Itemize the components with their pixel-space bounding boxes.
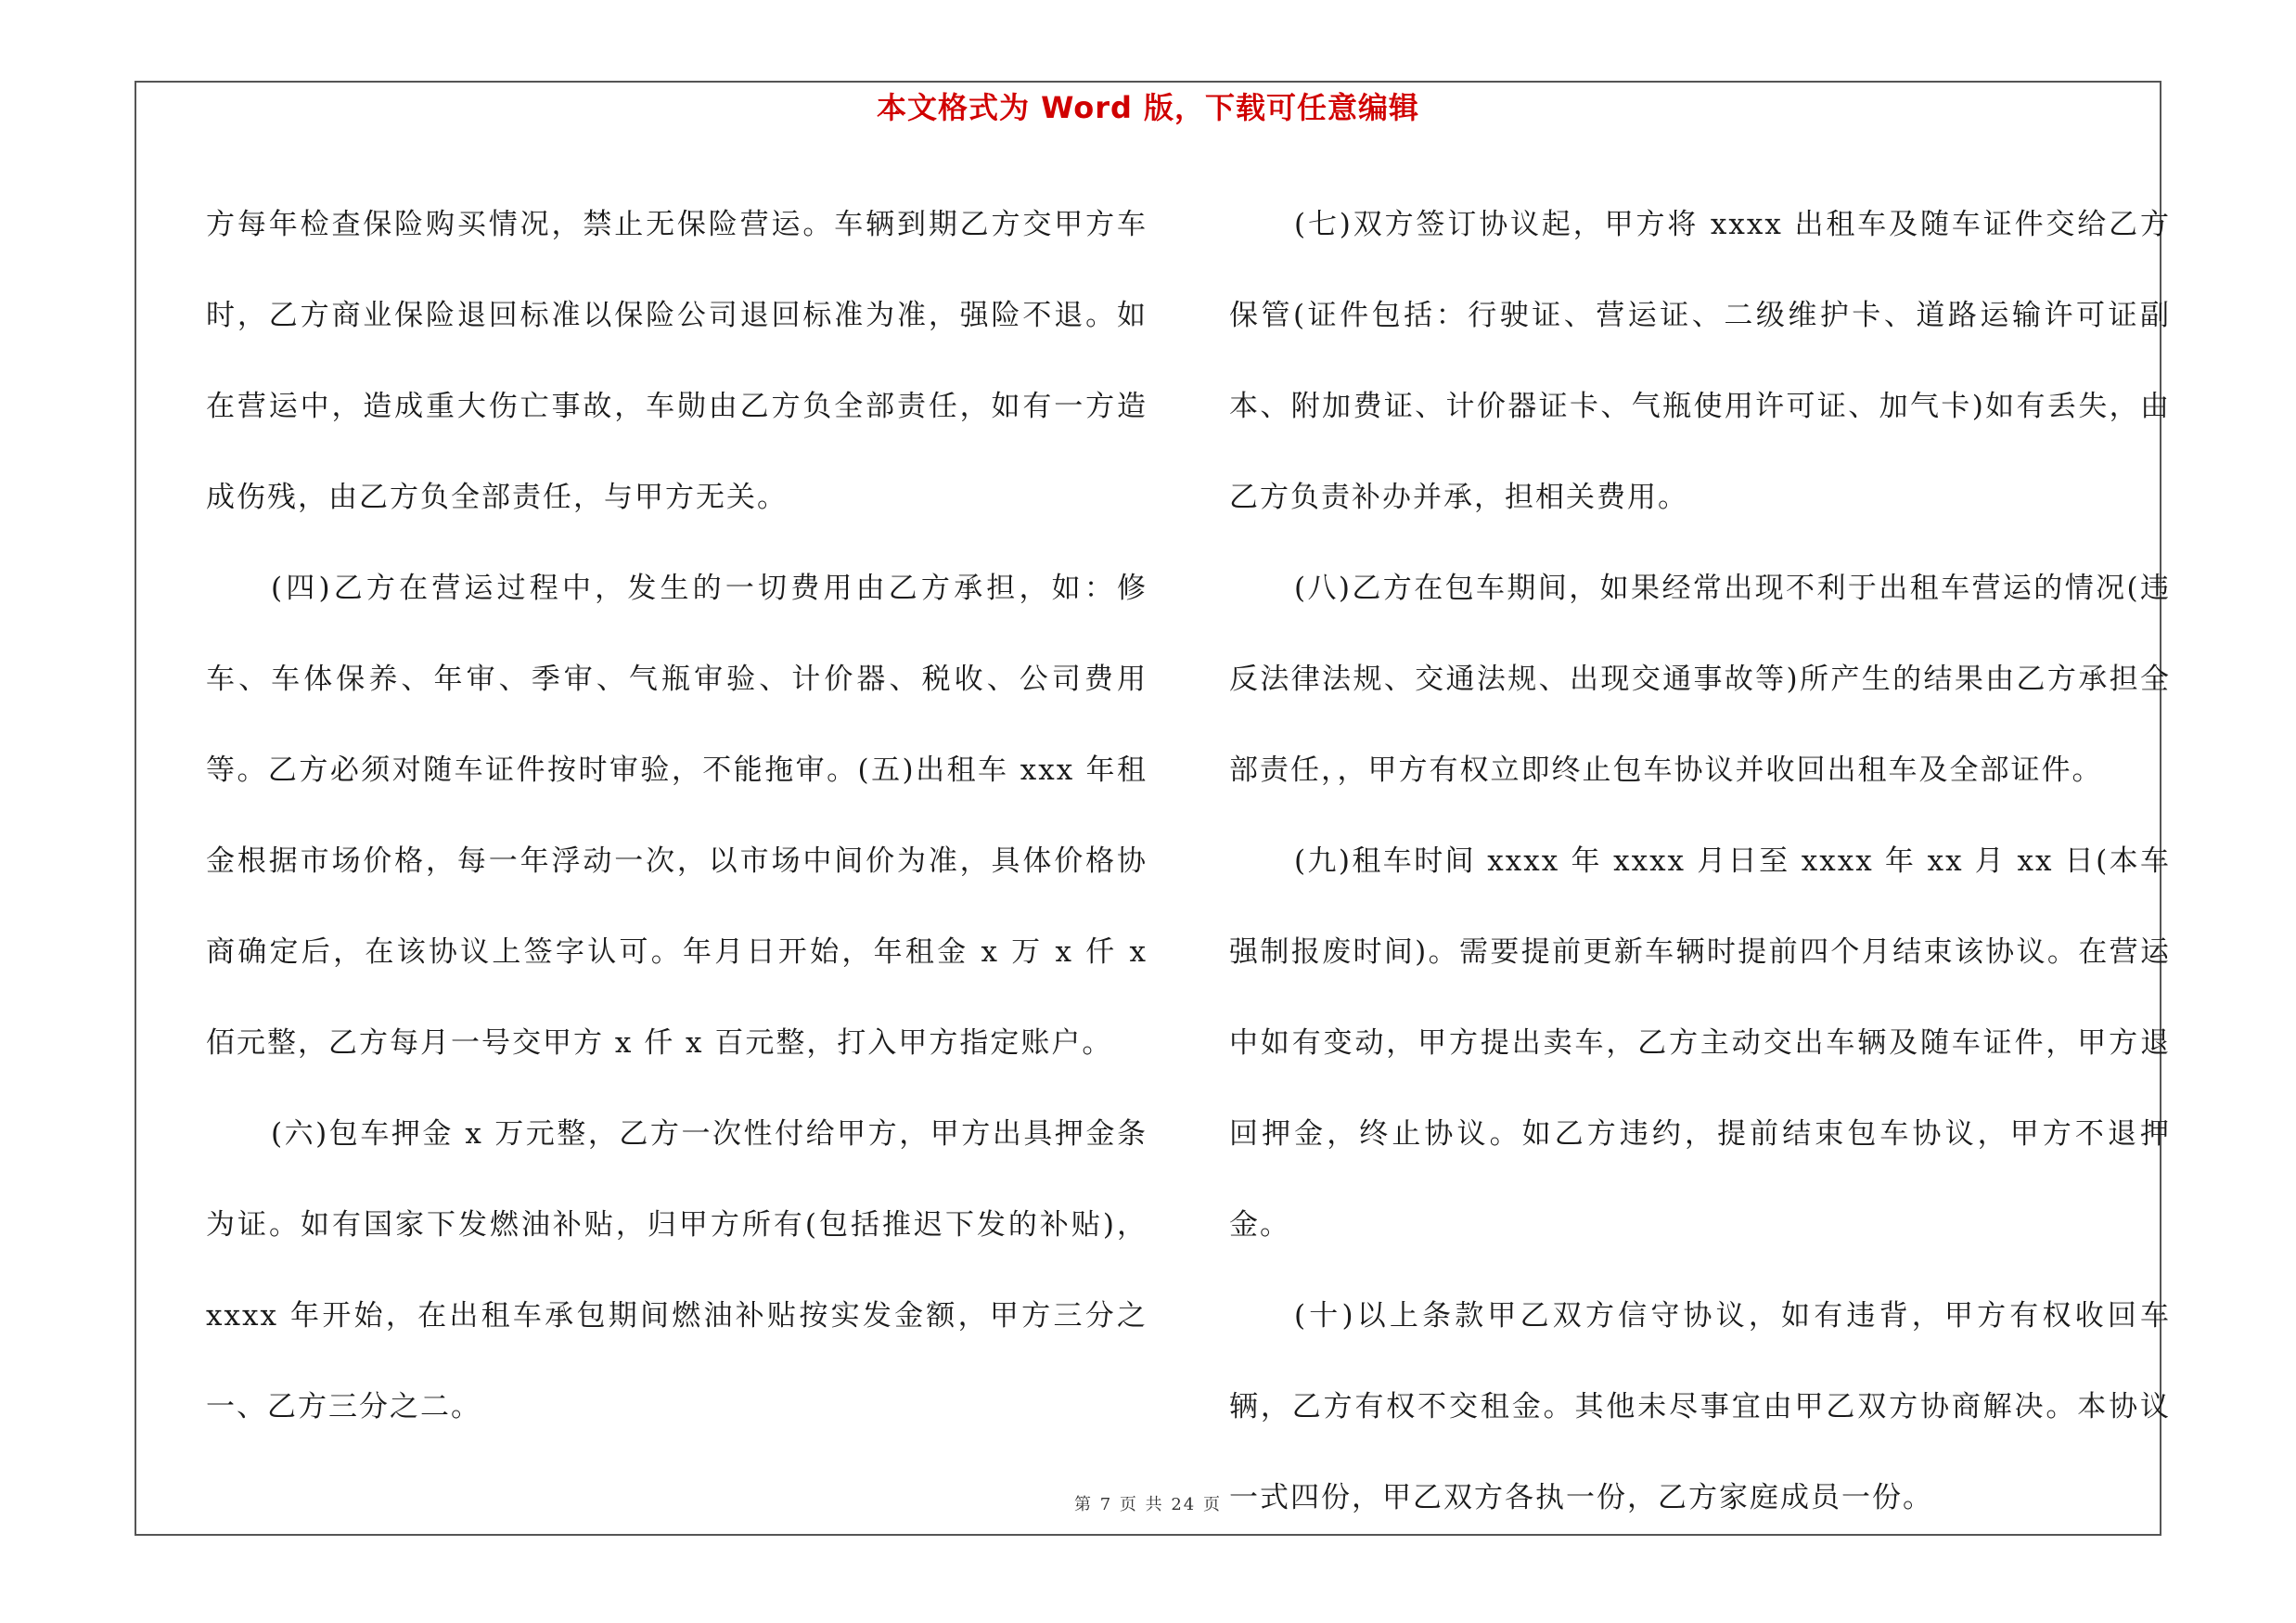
paragraph-clause-9: (九)租车时间 xxxx 年 xxxx 月日至 xxxx 年 xx 月 xx 日(本车强制报废时间)。需要提前更新车辆时提前四个月结束该协议。在营运中如有变动，甲方提出卖车，乙方主动交出车辆及随车证件，甲方退回押金，终止协议。如乙方违约，提前结束包车协议，甲方不退押金。 <box>1229 844 2171 1242</box>
paragraph-clause-10: (十)以上条款甲乙双方信守协议，如有违背，甲方有权收回车辆，乙方有权不交租金。其他未尽事宜由甲乙双方协商解决。本协议一式四份，甲乙双方各执一份，乙方家庭成员一份。 <box>1229 1299 2171 1514</box>
word-format-banner: 本文格式为 Word 版，下载可任意编辑 <box>876 90 1420 125</box>
page-number-footer: 第 7 页 共 24 页 <box>1074 1495 1222 1514</box>
paragraph-clause-7: (七)双方签订协议起，甲方将 xxxx 出租车及随车证件交给乙方保管(证件包括：行驶证、营运证、二级维护卡、道路运输许可证副本、附加费证、计价器证卡、气瓶使用许可证、加气卡)如有丢失，由乙方负责补办并承，担相关费用。 <box>1229 208 2171 514</box>
paragraph-insurance-clause: 方每年检查保险购买情况，禁止无保险营运。车辆到期乙方交甲方车时，乙方商业保险退回标准以保险公司退回标准为准，强险不退。如在营运中，造成重大伤亡事故，车勋由乙方负全部责任，如有一方造成伤残，由乙方负全部责任，与甲方无关。 <box>206 208 1148 514</box>
paragraph-clause-8: (八)乙方在包车期间，如果经常出现不利于出租车营运的情况(违反法律法规、交通法规、出现交通事故等)所产生的结果由乙方承担全部责任，，甲方有权立即终止包车协议并收回出租车及全部证件。 <box>1229 572 2171 787</box>
left-text-column <box>206 179 1148 1452</box>
paragraph-clause-4-5: (四)乙方在营运过程中，发生的一切费用由乙方承担，如：修车、车体保养、年审、季审、气瓶审验、计价器、税收、公司费用等。乙方必须对随车证件按时审验，不能拖审。(五)出租车 xxx 年租金根据市场价格，每一年浮动一次，以市场中间价为准，具体价格协商确定后，在该协议上签字认可。年月日开始，年租金 x 万 x 仟 x 佰元整，乙方每月一号交甲方 x 仟 x 百元整，打入甲方指定账户。 <box>206 572 1148 1060</box>
paragraph-clause-6: (六)包车押金 x 万元整，乙方一次性付给甲方，甲方出具押金条为证。如有国家下发燃油补贴，归甲方所有(包括推迟下发的补贴)，xxxx 年开始，在出租车承包期间燃油补贴按实发金额，甲方三分之一、乙方三分之二。 <box>206 1117 1148 1423</box>
right-text-column <box>1229 179 2171 1543</box>
